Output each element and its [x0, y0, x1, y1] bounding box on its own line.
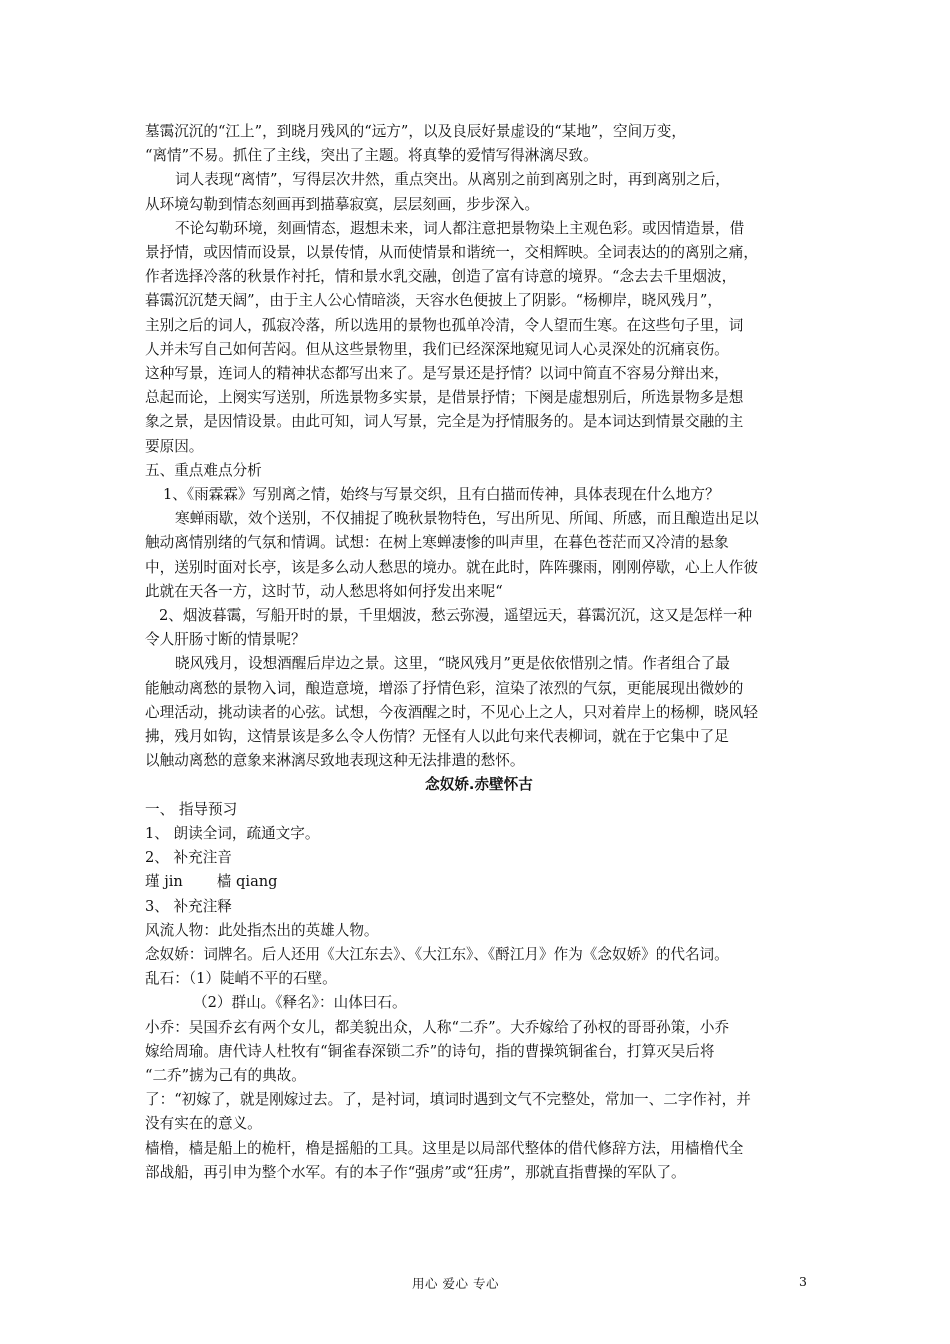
pronunciation-qiang: 樯 qiang: [216, 873, 278, 891]
annotation-line: 了：“初嫁了，就是刚嫁过去。了，是衬词，填词时遇到文气不完整处，常加一、二字作衬，并: [145, 1091, 751, 1109]
paragraph-line: 象之景，是因情设景。由此可知，词人写景，完全是为抒情服务的。是本词达到情景交融的主: [145, 413, 744, 431]
question-line: 2、烟波暮霭，写船开时的景，千里烟波，愁云弥漫，遥望远天，暮霭沉沉，这又是怎样一种: [159, 607, 753, 625]
annotation-line: 嫁给周瑜。唐代诗人杜牧有“铜雀春深锁二乔”的诗句，指的曹操筑铜雀台，打算灭吴后将: [145, 1042, 715, 1060]
paragraph-line: 作者选择冷落的秋景作衬托，情和景水乳交融，创造了富有诗意的境界。“念去去千里烟波，: [145, 268, 737, 286]
annotation-line: （2）群山。《释名》：山体曰石。: [193, 994, 407, 1012]
paragraph-line: 不论勾勒环境，刻画情态，遐想未来，词人都注意把景物染上主观色彩。或因情造景，借: [175, 219, 745, 237]
question-line: 1、《雨霖霖》写别离之情，始终与写景交织，且有白描而传神，具体表现在什么地方？: [163, 486, 720, 504]
section-title: 念奴娇.赤壁怀古: [425, 776, 533, 794]
annotation-line: 小乔：吴国乔玄有两个女儿，都美貌出众，人称“二乔”。大乔嫁给了孙权的哥哥孙策，小乔: [145, 1018, 730, 1036]
list-item: 1、 朗读全词，疏通文字。: [145, 824, 320, 842]
section-heading: 五、重点难点分析: [145, 461, 262, 479]
paragraph-line: 暮霭沉沉楚天阔”，由于主人公心情暗淡，天容水色便披上了阴影。“杨柳岸，晓风残月”，: [145, 292, 722, 310]
footer-text: 用心 爱心 专心: [412, 1276, 499, 1291]
paragraph-line: 词人表现“离情”，写得层次井然，重点突出。从离别之前到离别之时，再到离别之后，: [175, 171, 730, 189]
annotation-line: 没有实在的意义。: [145, 1115, 262, 1133]
annotation-line: 樯橹，樯是船上的桅杆，橹是摇船的工具。这里是以局部代整体的借代修辞方法，用樯橹代全: [145, 1139, 744, 1157]
page-footer: [0, 1274, 950, 1294]
paragraph-line: 这种写景，连词人的精神状态都写出来了。是写景还是抒情？以词中简直不容易分辩出来，: [145, 365, 729, 383]
paragraph-line: 主别之后的词人，孤寂冷落，所以选用的景物也孤单冷清，令人望而生寒。在这些句子里，词: [145, 316, 744, 334]
list-item: 2、 补充注音: [145, 849, 232, 867]
document-body: [145, 120, 813, 1185]
paragraph-line: 心理活动，挑动读者的心弦。试想，今夜酒醒之时，不见心上之人，只对着岸上的杨柳，晓风轻: [145, 703, 758, 721]
annotation-line: 部战船，再引申为整个水军。有的本子作“强虏”或“狂虏”，那就直指曹操的军队了。: [145, 1163, 686, 1181]
paragraph-line: 从环境勾勒到情态刻画再到描摹寂寞，层层刻画，步步深入。: [145, 195, 540, 213]
list-item: 3、 补充注释: [145, 897, 232, 915]
paragraph-line: 景抒情，或因情而设景，以景传情，从而使情景和谐统一，交相辉映。全词表达的的离别之痛，: [145, 244, 758, 262]
paragraph-line: “离情”不易。抓住了主线，突出了主题。将真挚的爱情写得淋漓尽致。: [145, 147, 598, 165]
paragraph-line: 总起而论，上阕实写送别，所选景物多实景，是借景抒情；下阕是虚想别后，所选景物多是想: [145, 389, 744, 407]
paragraph-line: 触动离情别绪的气氛和情调。试想：在树上寒蝉凄惨的叫声里，在暮色苍茫而又冷清的悬象: [145, 534, 729, 552]
paragraph-line: 人并未写自己如何苦闷。但从这些景物里，我们已经深深地窥见词人心灵深处的沉痛哀伤。: [145, 340, 729, 358]
annotation-line: 风流人物：此处指杰出的英雄人物。: [145, 921, 379, 939]
paragraph-line: 要原因。: [145, 437, 204, 455]
section-heading: 一、 指导预习: [145, 800, 238, 818]
page-number: 3: [799, 1274, 807, 1289]
paragraph-line: 此就在天各一方，这时节，动人愁思将如何抒发出来呢“: [145, 582, 503, 600]
paragraph-line: 墓霭沉沉的“江上”，到晓月残风的“远方”，以及良辰好景虚设的“某地”，空间万变，: [145, 123, 686, 140]
paragraph-line: 以触动离愁的意象来淋漓尽致地表现这种无法排遣的愁怀。: [145, 752, 525, 770]
paragraph-line: 中，送别时面对长亭，该是多么动人愁思的境办。就在此时，阵阵骤雨，刚刚停歇，心上人作彼: [145, 558, 758, 576]
pronunciation-line: [145, 870, 813, 894]
paragraph-line: 晓风残月，设想酒醒后岸边之景。这里，“晓风残月”更是依依惜别之情。作者组合了最: [175, 655, 730, 673]
pronunciation-jin: 瑾 jin: [145, 873, 183, 891]
annotation-line: 乱石：（1）陡峭不平的石壁。: [145, 970, 337, 988]
paragraph-line: 寒蝉雨歇，效个送别，不仅捕捉了晚秋景物特色，写出所见、所闻、所感，而且酿造出足以: [175, 510, 759, 528]
annotation-line: “二乔”掳为己有的典故。: [145, 1066, 306, 1084]
paragraph-line: 能触动离愁的景物入词，酿造意境，增添了抒情色彩，渲染了浓烈的气氛，更能展现出微妙的: [145, 679, 744, 697]
annotation-line: 念奴娇：词牌名。后人还用《大江东去》、《大江东》、《酹江月》作为《念奴娇》的代名词。: [145, 945, 729, 963]
paragraph-line: 拂，残月如钩，这情景该是多么令人伤情？无怪有人以此句来代表柳词，就在于它集中了足: [145, 728, 729, 746]
paragraph-line: 令人肝肠寸断的情景呢？: [145, 631, 306, 649]
